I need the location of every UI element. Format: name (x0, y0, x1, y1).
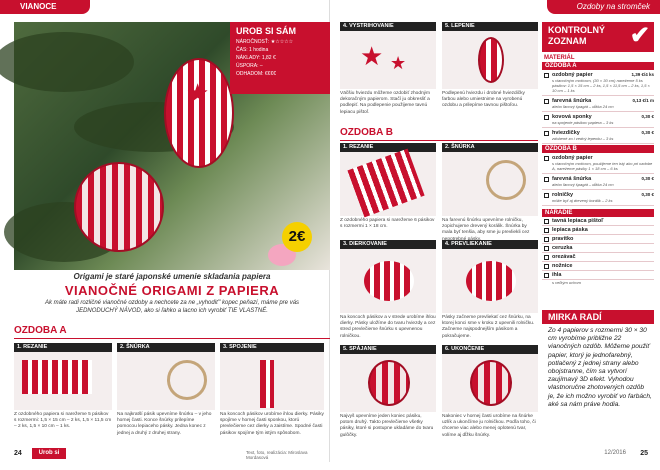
step-text: Podlepenú hviezdu i drobné hviezdičky farbou alebo umiestnime na vyrobenú ozdobu a prilepíme tavnou pištoľou. (442, 91, 525, 109)
checkbox[interactable] (544, 264, 549, 269)
step-photo (442, 31, 538, 89)
star-icon: ★ (186, 78, 210, 108)
issue-date: 12/2016 (604, 450, 626, 456)
ozdoba-a-label: OZDOBA A (542, 62, 654, 70)
tool-note: s veľkým uchom (552, 280, 581, 285)
checklist-title: ZOZNAM (548, 36, 587, 46)
ozdoba-b-label: OZDOBA B (542, 145, 654, 153)
divider (340, 140, 538, 141)
checkbox[interactable] (544, 273, 549, 278)
info-line: NÁROČNOSŤ: ★☆☆☆☆ (236, 39, 294, 45)
checkbox[interactable] (544, 237, 549, 242)
paper-strips (347, 149, 424, 218)
article-subtitle: Origami je staré japonské umenie skladania papiera (73, 272, 271, 281)
step-photo (220, 352, 324, 410)
item-price: 0,30 € (641, 192, 654, 197)
tool-item (542, 262, 654, 271)
info-title: UROB SI SÁM (236, 26, 297, 36)
step-text: Väčšiu hviezdu môžeme ozdobiť zhodným dekoračným papierom. Stačí ju obkresliť a podlepiť. Na podlepenie použijeme tavnú lepiacu pištoľ. (340, 91, 431, 115)
checkbox[interactable] (544, 73, 549, 78)
checklist-header (542, 22, 654, 52)
step-text: Na farevnú šnúrku upevníme rolničku, zopichujeme drevený korálik. Šnúrka by mala byť tenšia, aby sme ju prevliekli cez (442, 218, 530, 236)
checklist-item (542, 112, 654, 128)
tool-name: ceruzka (552, 245, 573, 251)
step-card (220, 343, 324, 437)
divider (14, 338, 330, 339)
item-name: rolničky (552, 192, 574, 198)
magazine-logo: Urob si sám (32, 448, 66, 459)
item-detail: s vianočným motívom, (30 × 30 cm) narežeme 5 ks pásikov: 1,5 × 15 cm – 2 ks, 1,5 × 11,5 cm – 2 ks, 1,5 × 10 cm – 1 ks (552, 78, 650, 93)
checkbox[interactable] (544, 99, 549, 104)
section-heading: OZDOBA B (340, 127, 393, 138)
step-text: Na najkratší pásik upevníme šnúrku – v jeho hornej časti. Konce šnúrky prilepíme pomocou lepiaceho pásky. Jedna konec z jednej a druhý z druhej strany. (117, 412, 212, 436)
tool-item (542, 244, 654, 253)
right-page (330, 0, 660, 462)
paper-strips (260, 360, 274, 408)
tip-title: MIRKA RADÍ (542, 310, 654, 324)
step-photo (340, 31, 436, 89)
step-photo (340, 249, 436, 313)
step-heading: 4. VYSTRIHOVANIE (340, 22, 436, 31)
step-heading: 3. DIERKOVANIE (340, 240, 436, 249)
step-heading: 6. UKONČENIE (442, 345, 538, 354)
checkbox[interactable] (544, 131, 549, 136)
fir-branch (0, 32, 134, 92)
step-heading: 4. PREVLIEKANIE (442, 240, 538, 249)
step-text: Z ozdobného papiera si narežeme 5 pásikov s rozmermi: 1,5 × 15 cm – 2 ks, 1,5 × 11,5 cm – 2 ks, 1,5 × 10 cm – 1 ks. (14, 412, 112, 430)
step-heading: 1. REZANIE (340, 143, 436, 152)
item-price: 0,30 € (641, 114, 654, 119)
price-badge: 2€ (282, 222, 312, 252)
paper-strips (22, 360, 92, 394)
checklist-item (542, 128, 654, 144)
info-line: ODHADOM: €€€€ (236, 71, 277, 77)
tool-name: lepiaca páska (552, 227, 588, 233)
step-photo (442, 152, 538, 216)
paper-ornament-ball (470, 360, 512, 406)
step-text: Z ozdobného papiera si narežeme 6 pásikov s rozmermi 1 × 18 cm. (340, 218, 435, 230)
paper-ornament-ball (368, 360, 410, 406)
checklist-title: KONTROLNÝ (548, 25, 605, 35)
item-name: ozdobný papier (552, 72, 593, 78)
step-card (442, 345, 538, 439)
section-heading: OZDOBA A (14, 325, 67, 336)
checkbox[interactable] (544, 246, 549, 251)
step-text: Na koncoch pásikov a v strede urobíme ihlou dierky. Pásky uložíme do tvaru hviezdy a cez stred prevlečieme šnúrku s upevnenou rolničkou. (340, 315, 436, 339)
checklist-item (542, 70, 654, 96)
star-icon: ★ (390, 53, 407, 73)
checkbox[interactable] (544, 115, 549, 120)
item-name: hviezdičky (552, 130, 580, 136)
left-page (0, 0, 330, 467)
section-tab: Ozdoby na stromček (547, 0, 660, 14)
tool-item (542, 217, 654, 226)
item-detail: zdobené zo i vedný lepenku – 3 ks (552, 136, 614, 141)
checkbox[interactable] (544, 255, 549, 260)
checkbox[interactable] (544, 156, 549, 161)
section-tab: VIANOCE (0, 0, 90, 14)
tool-name: tavná lepiaca pištoľ (552, 218, 604, 224)
item-detail: alebo ľanový špagát – dĺžka 24 cm (552, 182, 614, 187)
checklist-item (542, 96, 654, 112)
credits: Text, foto, realizácia: Miroslava Mordasová (246, 450, 308, 460)
info-line: NÁKLADY: 1,82 € (236, 55, 276, 61)
step-heading: 3. SPOJENIE (220, 343, 324, 352)
step-photo (442, 249, 538, 313)
tool-name: nožnice (552, 263, 573, 269)
step-card (442, 22, 538, 110)
checklist-item (542, 190, 654, 206)
step-text: Najvyš upevníme jeden koniec pásiku, potom druhý. Takto prevlečieme všetky pásiky, ktoré si postupne ukladáme do tvaru gulôčky. (340, 414, 434, 438)
article-intro: Ak máte radi rozličné vianočné ozdoby a nechcete za ne „vyhodiť" kopec peňazí, máme pre vás JEDNODUCHÝ NÁVOD, ako si ľahko a lacno ich vyrobiť TIE VLASTNÉ. (44, 300, 300, 314)
tool-item (542, 226, 654, 235)
step-heading: 5. LEPENIE (442, 22, 538, 31)
checklist (542, 22, 654, 304)
step-heading: 1. REZANIE (14, 343, 112, 352)
info-box (230, 22, 330, 94)
article-title: VIANOČNÉ ORIGAMI Z PAPIERA (64, 283, 280, 298)
item-price: 0,30 € (641, 176, 654, 181)
tool-name: orezávač (552, 254, 576, 260)
paper-star (466, 261, 516, 301)
item-detail: na spojenie pásikov papiera – 3 ks (552, 120, 614, 125)
step-card (442, 240, 538, 340)
material-label: MATERIÁL (544, 55, 575, 61)
star-icon: ★ (360, 41, 384, 71)
step-text: Nakoniec v hornej časti urobíme na šnúrke uzlík a ukončíme ju rolničkou. Podľa toho, či chceme viac alebo menej oplotenú tvar, volíme aj dĺžku šnúrky. (442, 414, 536, 438)
item-price: 0,30 € (641, 130, 654, 135)
item-detail: s vianočným motívom, použijeme ten istý ako pri ozdobe A, narežeme pásiky 1 × 18 cm – 6 ks (552, 161, 653, 171)
tip-text: Zo 4 papierov s rozmermi 30 × 30 cm vyrobíme približne 22 vianočných ozdôb. Môžeme použiť papier, ktorý je jednofarebný, potlačený z jednej strany alebo obojstranne, čím sa vytvorí zaujímavý 3D efekt. Vyhodou vlastnoručne zhotovených ozdôb je, že ich možno vyrobiť vo farbách, aké sa nám práve hodia. (548, 327, 652, 408)
step-text: Na koncoch pásikov urobíme ihlou dierky. Pásiky spojíme v hornej časti sponkou, ktorú prevlečieme cez dierky a zaistíme. Spodné časti pásikov spojíme tým istým spôsobom. (220, 412, 324, 436)
step-heading: 2. ŠNÚRKA (442, 143, 538, 152)
step-photo (117, 352, 215, 410)
checkbox[interactable] (544, 219, 549, 224)
step-card (340, 143, 436, 230)
step-card (14, 343, 112, 431)
tool-item (542, 235, 654, 244)
paper-star (364, 261, 414, 301)
checkbox[interactable] (544, 228, 549, 233)
page-number: 24 (14, 450, 22, 457)
step-photo (442, 354, 538, 412)
checkbox[interactable] (544, 193, 549, 198)
naradie-label: NÁRADIE (542, 209, 654, 217)
item-price: 0,13 €/1 m (632, 98, 654, 103)
item-detail: alebo ľanový špagát – dĺžka 24 cm (552, 104, 614, 109)
tip-box (542, 310, 654, 445)
twine (486, 160, 526, 200)
step-card (340, 240, 436, 340)
checkbox[interactable] (544, 177, 549, 182)
item-name: ozdobný papier (552, 155, 593, 161)
info-line: ÚSPORA: – (236, 63, 263, 69)
step-card (340, 345, 436, 439)
tool-name: ihla (552, 272, 562, 278)
paper-ornament-drop (478, 37, 504, 83)
checkmark-icon: ✔ (629, 22, 650, 49)
item-price: 1,39 €/4 ks (631, 72, 654, 77)
item-name: farevná šnúrka (552, 98, 592, 104)
step-card (340, 22, 436, 116)
checklist-item (542, 174, 654, 190)
paper-ornament-ball (74, 162, 164, 252)
tool-item (542, 253, 654, 262)
step-text: Pásky začneme prevliekať cez šnúrku, na ktorej konci sme v kroku 2 upevnili rolničku. Začneme najspodnejším pásikom a pokračujeme. (442, 315, 535, 339)
item-name: farevná šnúrka (552, 176, 592, 182)
checklist-item (542, 153, 654, 174)
step-photo (340, 354, 436, 412)
tool-name: pravítko (552, 236, 574, 242)
item-name: kovová sponky (552, 114, 592, 120)
step-card (442, 143, 538, 243)
step-card (117, 343, 215, 437)
step-photo (14, 352, 112, 410)
tool-item (542, 271, 654, 280)
item-detail: môže byť aj drevený korálik – 2 ks (552, 198, 613, 203)
twine (167, 360, 207, 400)
info-line: ČAS: 1 hodina (236, 47, 269, 53)
step-photo (340, 152, 436, 216)
step-heading: 2. ŠNÚRKA (117, 343, 215, 352)
page-number: 25 (640, 450, 648, 457)
paper-ornament-drop (164, 58, 234, 168)
step-heading: 5. SPÁJANIE (340, 345, 436, 354)
